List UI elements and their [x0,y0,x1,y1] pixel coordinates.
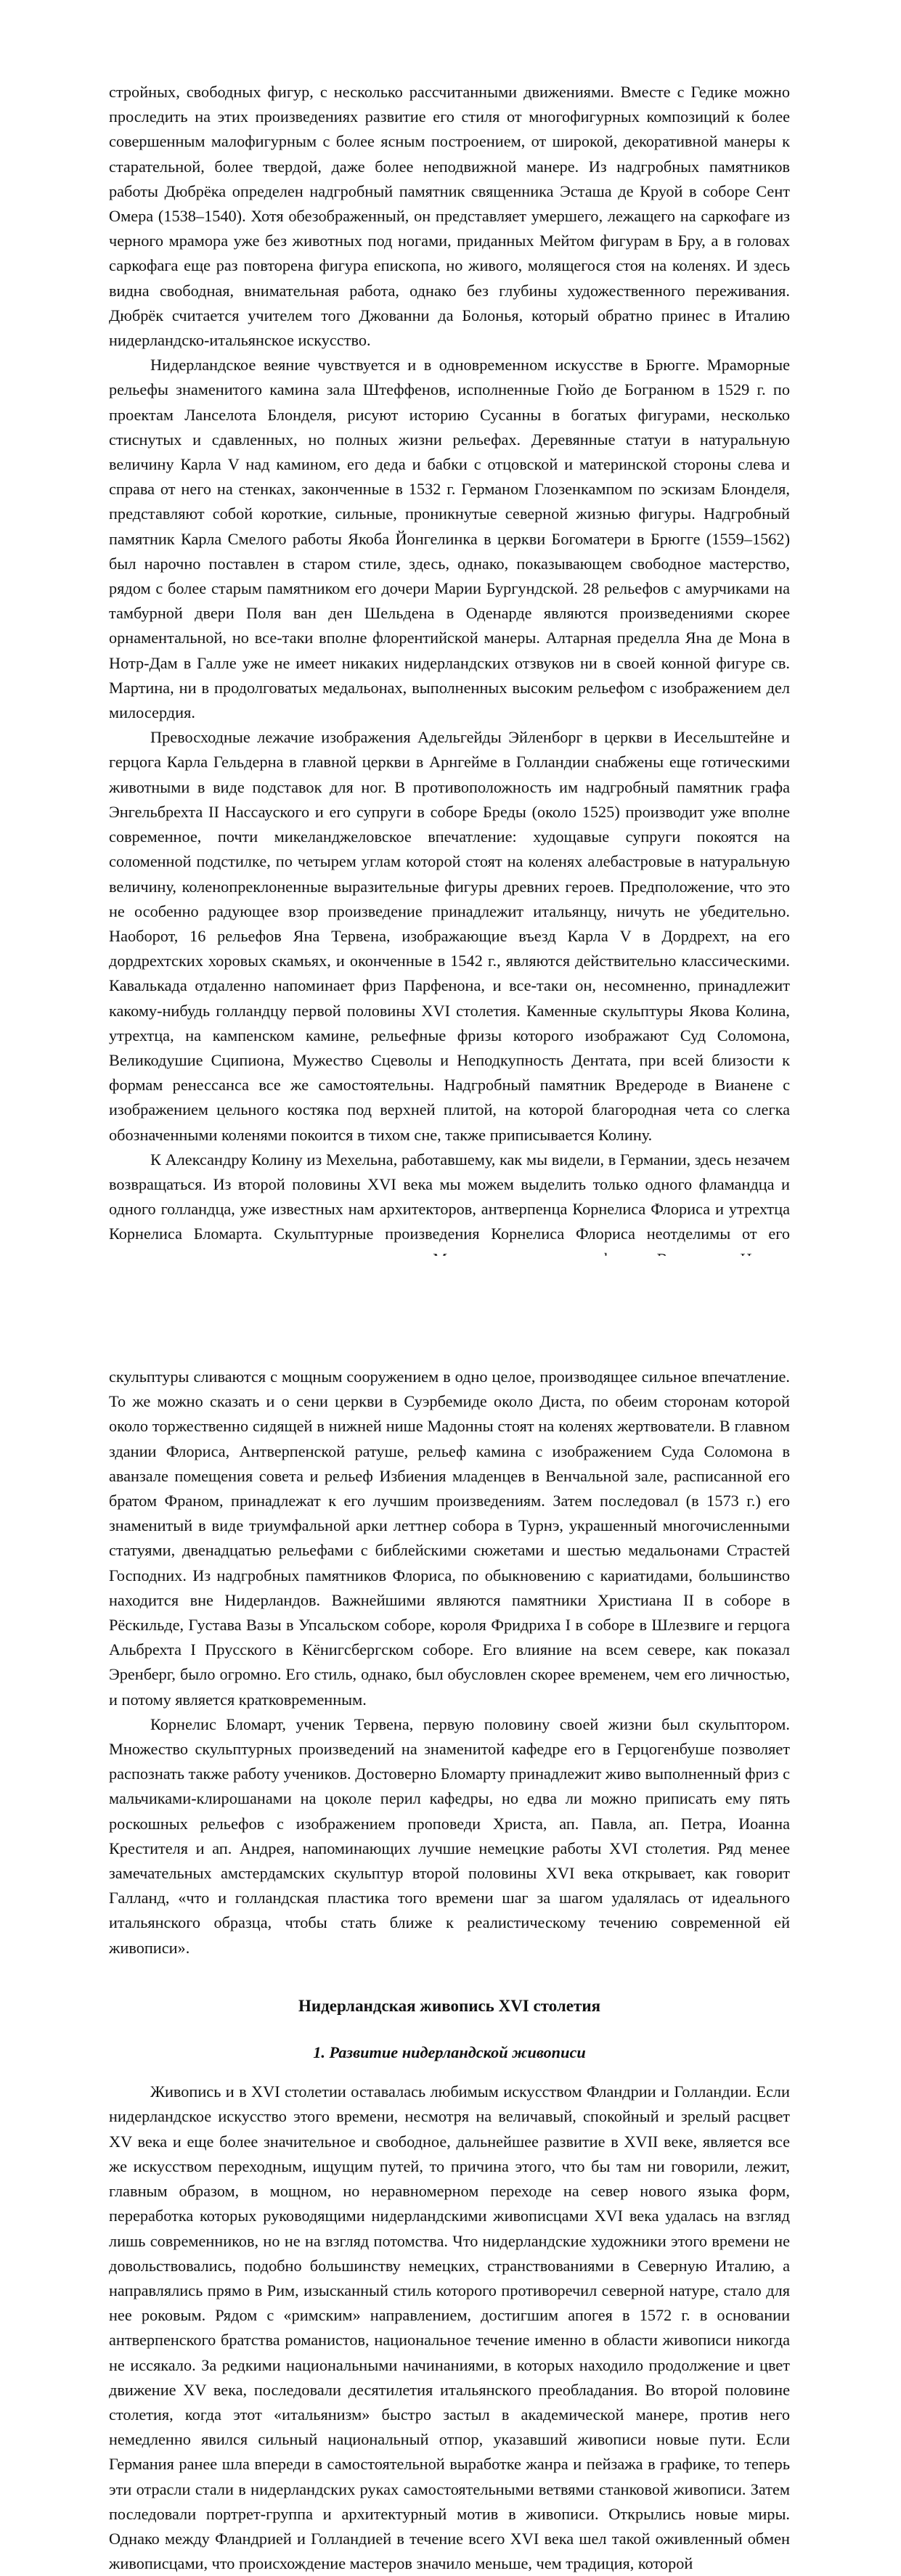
section-heading: Нидерландская живопись XVI столетия [298,1996,601,2015]
paragraph: Живопись и в XVI столетии оставалась любимым искусством Фландрии и Голландии. Если нидерландское искусство этого времени, несмотря на величавый, спокойный и зрелый расцвет XV века и еще более значительное и свободное, дальнейшее развитие в XVII веке, является все же искусством переходным, ищущим путей, то причина этого, что бы там ни говорили, лежит, главным образом, в мощном, но неравномерном переходе на север нового языка форм, переработка которых руководящими нидерландскими живописцами XVI века удалась на взгляд лишь современников, но не на взгляд потомства. Что нидерландские художники этого времени не довольствовались, подобно большинству немецких, странствованиями в Северную Италию, а направлялись прямо в Рим, изысканный стиль которого противоречил северной натуре, стало для нее роковым. Рядом с «римским» направлением, достигшим апогея в 1572 г. в основании антверпенского братства романистов, национальное течение именно в области живописи никогда не иссякало. За редкими национальными начинаниями, в которых находило продолжение и цвет движение XV века, последовали десятилетия итальянского преобладания. Во второй половине столетия, когда этот «итальянизм» быстро застыл в академической манере, против него немедленно явился сильный национальный отпор, указавший живописи новые пути. Если Германия ранее шла впереди в самостоятельной выработке жанра и пейзажа в графике, то теперь эти отрасли стали в нидерландских руках самостоятельными ветвями станковой живописи. Затем последовали портрет-группа и архитектурный мотив в живописи. Открылись новые миры. Однако между Фландрией и Голландией в течение всего XVI века шел такой оживленный обмен живописцами, что происхождение мастеров значило меньше, чем традиция, которой [109,2082,790,2573]
page-2 [0,1288,901,2573]
paragraph: Превосходные лежачие изображения Адельгейды Эйленборг в церкви в Иесельштейне и герцога Карла Гельдерна в главной церкви в Арнгейме в Голландии снабжены еще готическими животными в виде подставок для ног. В противоположность им надгробный памятник графа Энгельбрехта II Нассауского и его супруги в соборе Бреды (около 1525) производит уже вполне современное, почти микеланджеловское впечатление: худощавые супруги покоятся на соломенной подстилке, по четырем углам которой стоят на коленях алебастровые в натуральную величину, коленопреклоненные выразительные фигуры древних героев. Предположение, что это не особенно радующее взор произведение принадлежит итальянцу, ничуть не убедительно. Наоборот, 16 рельефов Яна Тервена, изображающие въезд Карла V в Дордрехт, на его дордрехтских хоровых скамьях, и оконченные в 1542 г., являются действительно классическими. Кавалькада отдаленно напоминает фриз Парфенона, и все-таки он, несомненно, принадлежит какому-нибудь голландцу первой половины XVI столетия. Каменные скульптуры Якова Колина, утрехтца, на кампенском камине, рельефные фризы которого изображают Суд Соломона, Великодушие Сципиона, Мужество Сцеволы и Неподкупность Дентата, при всей близости к формам ренессанса все же самостоятельны. Надгробный памятник Вредероде в Вианене с изображением цельного костяка под верхней плитой, на которой благородная чета со слегка обозначенными коленями покоится в тихом сне, также приписывается Колину. [109,728,790,1144]
paragraph: стройных, свободных фигур, с несколько рассчитанными движениями. Вместе с Гедике можно проследить на этих произведениях развитие его стиля от многофигурных композиций к более совершенным малофигурным с более ясным построением, от широкой, декоративной манеры к старательной, более твердой, даже более неподвижной манере. Из надгробных памятников работы Дюбрёка определен надгробный памятник священника Эсташа де Круой в соборе Сент Омера (1538–1540). Хотя обезображенный, он представляет умершего, лежащего на саркофаге из черного мрамора уже без животных под ногами, приданных Мейтом фигурам в Бру, а в головах саркофага еще раз повторена фигура епископа, но живого, молящегося стоя на коленях. И здесь видна свободная, внимательная работа, однако без глубины художественного переживания. Дюбрёк считается учителем того Джованни да Болонья, который обратно принес в Италию нидерландско-итальянское искусство. [109,83,790,350]
paragraph: Корнелис Бломарт, ученик Тервена, первую половину своей жизни был скульптором. Множество скульптурных произведений на знаменитой кафедре его в Герцогенбуше позволяет распознать также работу учеников. Достоверно Бломарту принадлежит живо выполненный фриз с мальчиками-клирошанами на цоколе перил кафедры, но едва ли можно приписать ему пять роскошных рельефов с изображением проповеди Христа, ап. Павла, ап. Петра, Иоанна Крестителя и ап. Андрея, напоминающих лучшие немецкие работы XVI столетия. Ряд менее замечательных амстердамских скульптур второй половины XVI века открывает, как говорит Галланд, «что и голландская пластика того времени шаг за шагом удалялась от идеального итальянского образца, чтобы стать ближе к реалистическому течению современной ей живописи». [109,1714,790,1957]
page-separator [0,1256,901,1288]
paragraph: Нидерландское веяние чувствуется и в одновременном искусстве в Брюгге. Мраморные рельефы знаменитого камина зала Штеффенов, исполненные Гюйо де Богранюм в 1529 г. по проектам Ланселота Блонделя, рисуют историю Сусанны в богатых фигурами, несколько стиснутых и сдавленных, но полных жизни рельефах. Деревянные статуи в натуральную величину Карла V над камином, его деда и бабки с отцовской и материнской стороны слева и справа от него на стенках, законченные в 1532 г. Германом Глозенкампом по эскизам Блонделя, представляют собой короткие, сильные, проникнутые северной жизнью фигуры. Надгробный памятник Карла Смелого работы Якоба Йонгелинка в церкви Богоматери в Брюгге (1559–1562) был нарочно поставлен в старом стиле, здесь, однако, показывающем свободное мастерство, рядом с более старым памятником его дочери Марии Бургундской. 28 рельефов с амурчиками на тамбурной двери Поля ван ден Шельдена в Оденарде являются произведениями скорее орнаментальной, но все-таки вполне флорентийской манеры. Алтарная пределла Яна де Мона в Нотр-Дам в Галле уже не имеет никаких нидерландских отзвуков ни в своей конной фигуре св. Мартина, ни в продолговатых медальонах, выполненных высоким рельефом с изображением дел милосердия. [109,356,790,722]
paragraph: К Александру Колину из Мехельна, работавшему, как мы видели, в Германии, здесь незачем возвращаться. Из второй половины XVI века мы можем выделить только одного фламандца и одного голландца, уже известных нам архитекторов, антверпенца Корнелиса Флориса и утрехтца Корнелиса Бломарта. Скульптурные произведения Корнелиса Флориса неотделимы от его [109,1150,790,1243]
page-2-text [109,1365,790,2576]
page-1-text [109,80,790,1346]
page-1 [0,0,901,1256]
paragraph: скульптуры сливаются с мощным сооружением в одно целое, производящее сильное впечатление. То же можно сказать и о сени церкви в Суэрбемиде около Диста, по обеим сторонам которой около торжественно сидящей в нижней нише Мадонны стоят на коленях жертвователи. В главном здании Флориса, Антверпенской ратуше, рельеф камина с изображением Суда Соломона в аванзале помещения совета и рельеф Избиения младенцев в Венчальной зале, расписанной его братом Франом, принадлежат к его лучшим произведениям. Затем последовал (в 1573 г.) его знаменитый в виде триумфальной арки леттнер собора в Турнэ, украшенный многочисленными статуями, двенадцатью рельефами с библейскими сюжетами и шестью медальонами Страстей Господних. Из надгробных памятников Флориса, по обыкновению с кариатидами, большинство находится вне Нидерландов. Важнейшими являются памятники Христиана II в соборе в Рёскильде, Густава Вазы в Упсальском соборе, короля Фридриха I в соборе в Шлезвиге и герцога Альбрехта I Прусского в Кёнигсбергском соборе. Его влияние на всем севере, как показал Эренберг, было огромно. Его стиль, однако, был обусловлен скорее временем, чем его личностью, и потому является кратковременным. [109,1367,790,1709]
section-subheading: 1. Развитие нидерландской живописи [313,2043,586,2062]
